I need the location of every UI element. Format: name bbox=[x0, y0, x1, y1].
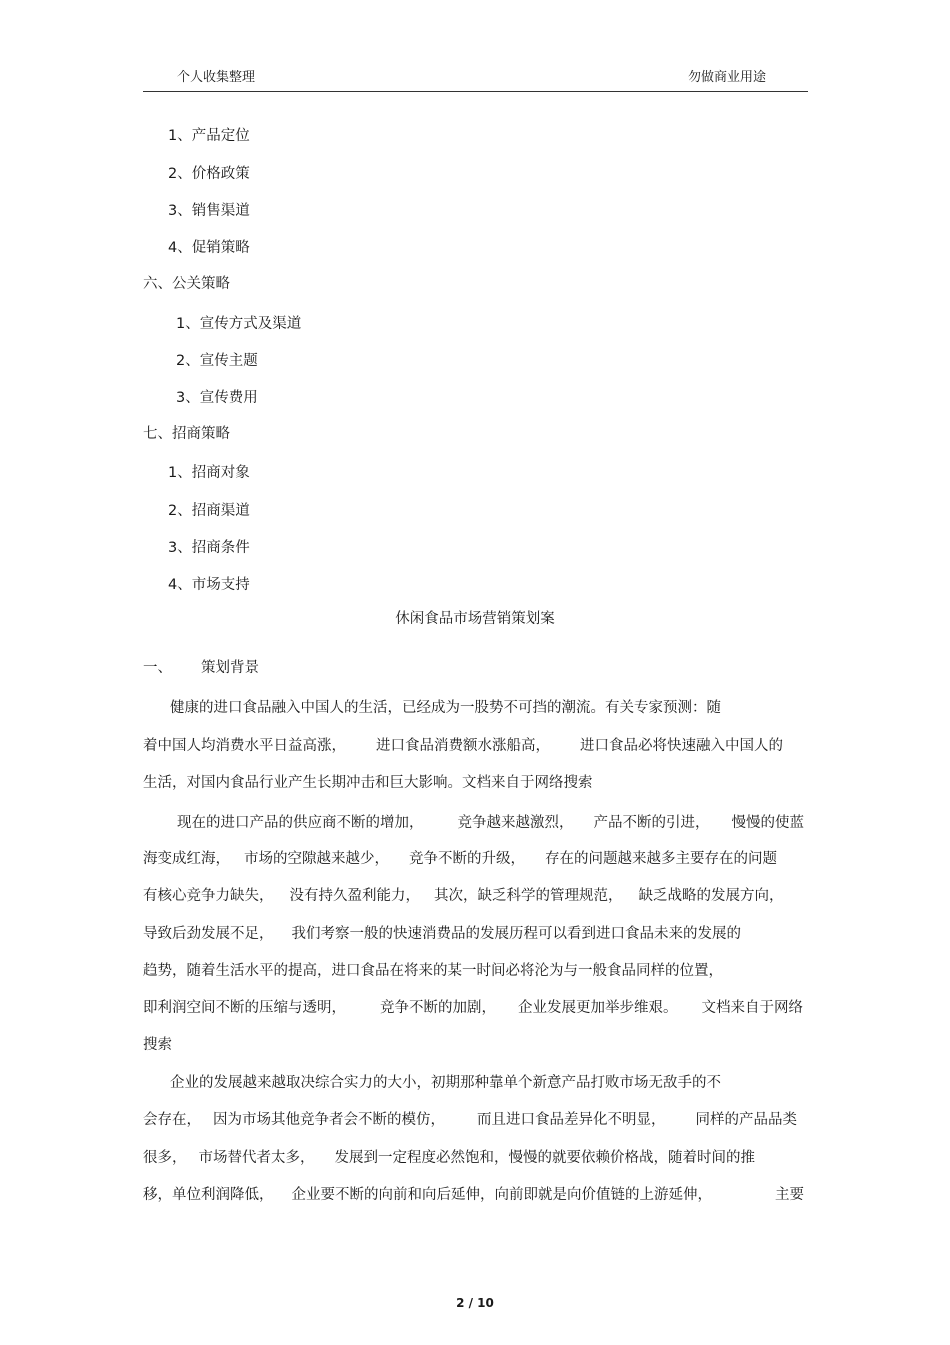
text-run: 文档来自于网络 bbox=[701, 1000, 803, 1016]
paragraph-line: 趋势，随着生活水平的提高，进口食品在将来的某一时间必将沦为与一般食品同样的位置， bbox=[143, 963, 723, 979]
text-run: 缺乏战略的发展方向， bbox=[638, 888, 784, 904]
paragraph-line bbox=[143, 1148, 755, 1168]
outline-item: 4、促销策略 bbox=[168, 240, 250, 256]
outline-item: 2、价格政策 bbox=[168, 166, 250, 182]
text-run: 有核心竞争力缺失， bbox=[143, 888, 274, 904]
outline-item: 2、招商渠道 bbox=[168, 503, 250, 519]
paragraph-line bbox=[143, 736, 783, 756]
outline-item: 3、宣传费用 bbox=[176, 390, 258, 406]
paragraph-line: 搜索 bbox=[143, 1037, 172, 1053]
outline-item: 1、产品定位 bbox=[168, 128, 250, 144]
outline-item: 3、招商条件 bbox=[168, 540, 250, 556]
text-run: 很多， bbox=[143, 1150, 187, 1166]
text-run: 会存在， bbox=[143, 1112, 201, 1128]
paragraph-line bbox=[143, 924, 741, 944]
text-run: 进口食品必将快速融入中国人的 bbox=[580, 738, 783, 754]
outline-item: 2、宣传主题 bbox=[176, 353, 258, 369]
header-rule bbox=[143, 91, 808, 92]
text-run: 市场替代者太多， bbox=[198, 1150, 315, 1166]
text-run: 我们考察一般的快速消费品的发展历程可以看到进口食品未来的发展的 bbox=[291, 926, 741, 942]
text-run: 同样的产品品类 bbox=[695, 1112, 797, 1128]
text-run: 即利润空间不断的压缩与透明， bbox=[143, 1000, 346, 1016]
page-number: 2 / 10 bbox=[456, 1296, 494, 1310]
paragraph-line bbox=[143, 1110, 797, 1130]
paragraph-line: 生活，对国内食品行业产生长期冲击和巨大影响。文档来自于网络搜索 bbox=[143, 775, 593, 791]
text-run: 进口食品消费额水涨船高， bbox=[376, 738, 550, 754]
text-run: 导致后劲发展不足， bbox=[143, 926, 274, 942]
text-run: 发展到一定程度必然饱和，慢慢的就要依赖价格战，随着时间的推 bbox=[334, 1150, 755, 1166]
text-run: 其次，缺乏科学的管理规范， bbox=[434, 888, 623, 904]
paragraph-line bbox=[143, 886, 784, 906]
section-heading: 策划背景 bbox=[201, 660, 259, 676]
outline-section-heading: 六、公关策略 bbox=[143, 276, 230, 292]
paragraph-line: 健康的进口食品融入中国人的生活，已经成为一股势不可挡的潮流。有关专家预测：随 bbox=[170, 700, 721, 716]
paragraph-line-tail: 主要 bbox=[775, 1187, 804, 1203]
paragraph-line bbox=[177, 813, 804, 833]
header-right-text: 勿做商业用途 bbox=[688, 70, 767, 85]
text-run: 竞争不断的升级， bbox=[409, 851, 525, 867]
text-run: 竞争越来越激烈， bbox=[457, 815, 574, 831]
text-run: 企业发展更加举步维艰。 bbox=[518, 1000, 678, 1016]
outline-item: 3、销售渠道 bbox=[168, 203, 250, 219]
text-run: 慢慢的使蓝 bbox=[731, 815, 804, 831]
text-run: 市场的空隙越来越少， bbox=[244, 851, 389, 867]
text-run: 存在的问题越来越多主要存在的问题 bbox=[545, 851, 777, 867]
text-run: 现在的进口产品的供应商不断的增加， bbox=[177, 815, 424, 831]
text-run: 产品不断的引进， bbox=[593, 815, 710, 831]
outline-item: 1、招商对象 bbox=[168, 465, 250, 481]
text-run: 因为市场其他竞争者会不断的模仿， bbox=[213, 1112, 445, 1128]
section-number: 一、 bbox=[143, 660, 172, 676]
paragraph-line bbox=[143, 849, 777, 869]
outline-item: 4、市场支持 bbox=[168, 577, 250, 593]
outline-item: 1、宣传方式及渠道 bbox=[176, 316, 302, 332]
document-title: 休闲食品市场营销策划案 bbox=[395, 611, 555, 627]
outline-section-heading: 七、招商策略 bbox=[143, 426, 230, 442]
text-run: 没有持久盈利能力， bbox=[289, 888, 420, 904]
paragraph-line: 企业的发展越来越取决综合实力的大小，初期那种靠单个新意产品打败市场无敌手的不 bbox=[170, 1075, 721, 1091]
header-left-text: 个人收集整理 bbox=[177, 70, 256, 85]
paragraph-line bbox=[143, 998, 803, 1018]
text-run: 着中国人均消费水平日益高涨， bbox=[143, 738, 346, 754]
text-run: 而且进口食品差异化不明显， bbox=[477, 1112, 666, 1128]
text-run: 海变成红海， bbox=[143, 851, 230, 867]
text-run: 企业要不断的向前和向后延伸，向前即就是向价值链的上游延伸， bbox=[291, 1187, 712, 1203]
text-run: 竞争不断的加剧， bbox=[380, 1000, 496, 1016]
paragraph-line bbox=[143, 1185, 712, 1205]
text-run: 移，单位利润降低， bbox=[143, 1187, 274, 1203]
